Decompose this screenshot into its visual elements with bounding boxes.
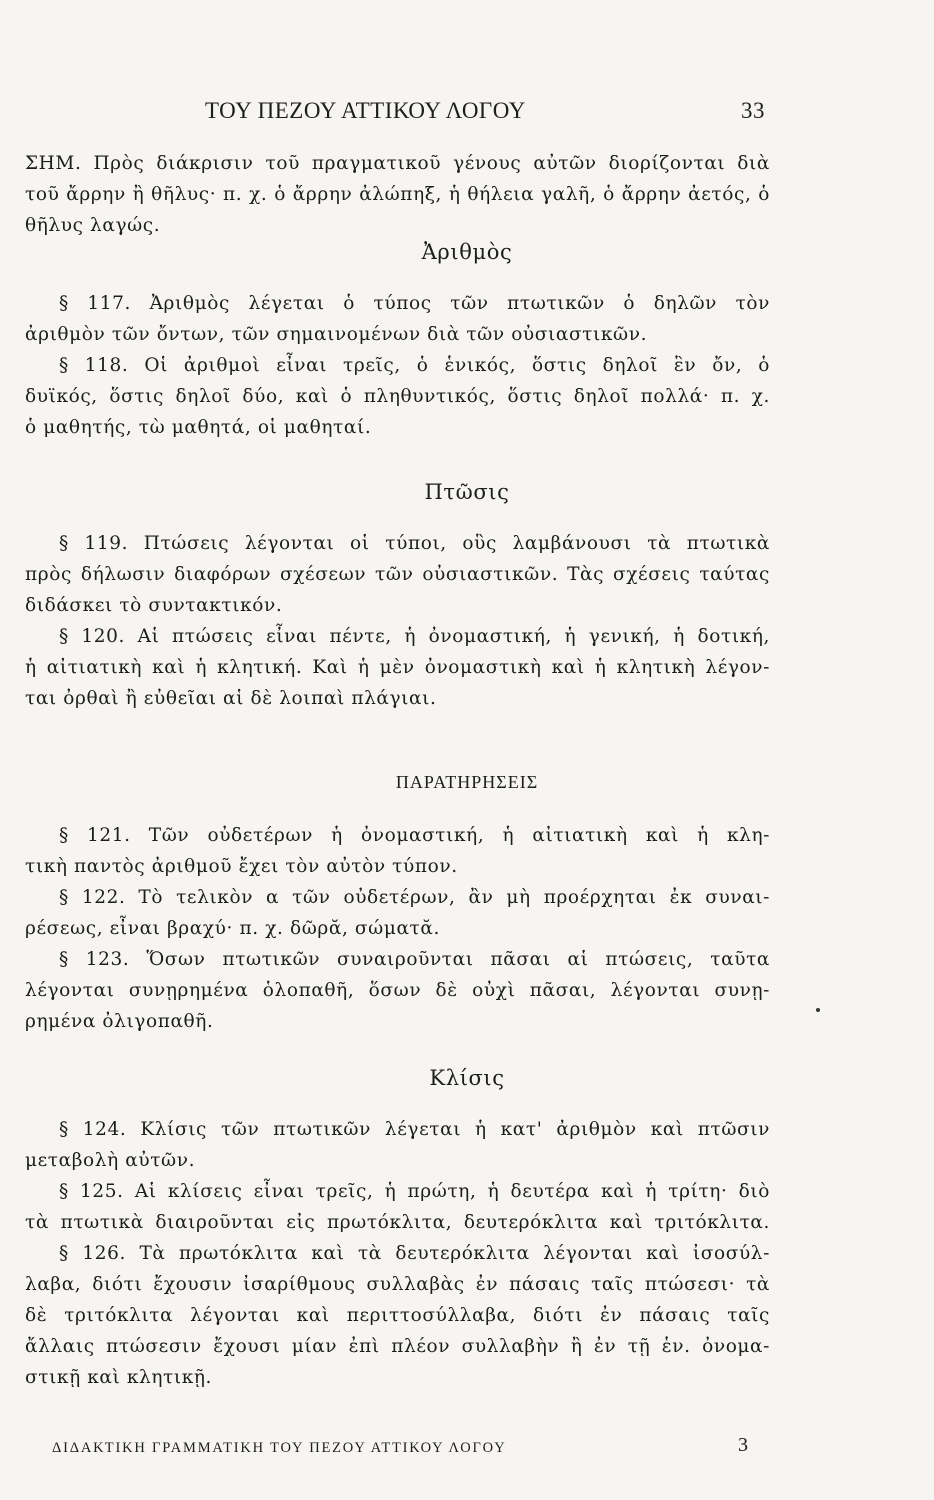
text-line: § 122. Τὸ τελικὸν α τῶν οὐδετέρων, ἂν μὴ προέρχηται ἐκ συναι- [59, 887, 770, 908]
text-line: τικὴ παντὸς ἀριθμοῦ ἔχει τὸν αὐτὸν τύπον. [25, 856, 458, 877]
text-line: στικῇ καὶ κλητικῇ. [25, 1367, 213, 1388]
section-124-126 [25, 1116, 770, 1395]
text-line: § 117. Ἀριθμὸς λέγεται ὁ τύπος τῶν πτωτικῶν ὁ δηλῶν τὸν [59, 293, 770, 314]
text-line: § 120. Αἱ πτώσεις εἶναι πέντε, ἡ ὀνομαστική, ἡ γενική, ἡ δοτική, [59, 626, 770, 647]
text-line: ὁ μαθητής, τὼ μαθητά, οἱ μαθηταί. [25, 417, 372, 438]
page-footer [52, 1434, 748, 1464]
text-line: § 125. Αἱ κλίσεις εἶναι τρεῖς, ἡ πρώτη, ἡ δευτέρα καὶ ἡ τρίτη· διὸ [59, 1181, 770, 1202]
text-line: ΣΗΜ. Πρὸς διάκρισιν τοῦ πραγματικοῦ γένους αὐτῶν διορίζονται διὰ [25, 153, 770, 174]
text-line: § 118. Οἱ ἀριθμοὶ εἶναι τρεῖς, ὁ ἑνικός, ὅστις δηλοῖ ἓν ὄν, ὁ [59, 355, 770, 376]
text-line: § 119. Πτώσεις λέγονται οἱ τύποι, οὓς λαμβάνουσι τὰ πτωτικὰ [59, 533, 770, 554]
heading-paratiriseis: ΠΑΡΑΤΗΡΗΣΕΙΣ [395, 772, 539, 792]
text-line: ται ὀρθαὶ ἢ εὐθεῖαι αἱ δὲ λοιπαὶ πλάγιαι. [25, 688, 437, 709]
section-117-118 [25, 290, 770, 445]
text-line: δυϊκός, ὅστις δηλοῖ δύο, καὶ ὁ πληθυντικός, ὅστις δηλοῖ πολλά· π. χ. [25, 386, 770, 407]
page-number: 33 [741, 98, 765, 123]
text-line: ἡ αἰτιατικὴ καὶ ἡ κλητική. Καὶ ἡ μὲν ὀνομαστικὴ καὶ ἡ κλητικὴ λέγον- [25, 657, 770, 678]
text-line: ρημένα ὀλιγοπαθῆ. [25, 1011, 214, 1032]
note-paragraph [25, 150, 770, 243]
heading-arithmos: Ἀριθμὸς [421, 240, 513, 264]
section-121-123 [25, 822, 770, 1039]
section-119-120 [25, 530, 770, 716]
text-line: ρέσεως, εἶναι βραχύ· π. χ. δῶρᾰ, σώματᾰ. [25, 918, 440, 939]
text-line: τοῦ ἄρρην ἢ θῆλυς· π. χ. ὁ ἄρρην ἀλώπηξ, ἡ θήλεια γαλῆ, ὁ ἄρρην ἀετός, ὁ [25, 184, 770, 205]
text-line: λαβα, διότι ἔχουσιν ἰσαρίθμους συλλαβὰς ἐν πάσαις ταῖς πτώσεσι· τὰ [25, 1274, 770, 1295]
running-title: ΤΟΥ ΠΕΖΟΥ ΑΤΤΙΚΟΥ ΛΟΓΟΥ [205, 98, 526, 123]
heading-klisis: Κλίσις [429, 1066, 505, 1090]
text-line: λέγονται συνῃρημένα ὁλοπαθῆ, ὅσων δὲ οὐχὶ πᾶσαι, λέγονται συνῃ- [25, 980, 770, 1001]
text-line: τὰ πτωτικὰ διαιροῦνται εἰς πρωτόκλιτα, δευτερόκλιτα καὶ τριτόκλιτα. [25, 1212, 770, 1233]
text-line: ἄλλαις πτώσεσιν ἔχουσι μίαν ἐπὶ πλέον συλλαβὴν ἢ ἐν τῇ ἑν. ὀνομα- [25, 1336, 770, 1357]
print-speck [816, 1008, 820, 1012]
text-line: πρὸς δήλωσιν διαφόρων σχέσεων τῶν οὐσιαστικῶν. Τὰς σχέσεις ταύτας [25, 564, 770, 585]
text-line: ἀριθμὸν τῶν ὄντων, τῶν σημαινομένων διὰ τῶν οὐσιαστικῶν. [25, 324, 648, 345]
text-line: θῆλυς λαγώς. [25, 215, 161, 236]
text-line: § 124. Κλίσις τῶν πτωτικῶν λέγεται ἡ κατ' ἀριθμὸν καὶ πτῶσιν [59, 1119, 770, 1140]
running-header [205, 98, 765, 130]
footer-book-title: ΔΙΔΑΚΤΙΚΗ ΓΡΑΜΜΑΤΙΚΗ ΤΟΥ ΠΕΖΟΥ ΑΤΤΙΚΟΥ ΛΟΓΟΥ [52, 1440, 507, 1456]
text-line: μεταβολὴ αὐτῶν. [25, 1150, 196, 1171]
heading-ptosis: Πτῶσις [424, 480, 510, 504]
text-line: δὲ τριτόκλιτα λέγονται καὶ περιττοσύλλαβα, διότι ἐν πάσαις ταῖς [25, 1305, 770, 1326]
text-line: διδάσκει τὸ συντακτικόν. [25, 595, 283, 616]
text-line: § 121. Τῶν οὐδετέρων ἡ ὀνομαστική, ἡ αἰτιατικὴ καὶ ἡ κλη- [59, 825, 770, 846]
text-line: § 123. Ὅσων πτωτικῶν συναιροῦνται πᾶσαι αἱ πτώσεις, ταῦτα [59, 949, 770, 970]
text-line: § 126. Τὰ πρωτόκλιτα καὶ τὰ δευτερόκλιτα λέγονται καὶ ἰσοσύλ- [59, 1243, 770, 1264]
signature-mark: 3 [738, 1434, 748, 1456]
